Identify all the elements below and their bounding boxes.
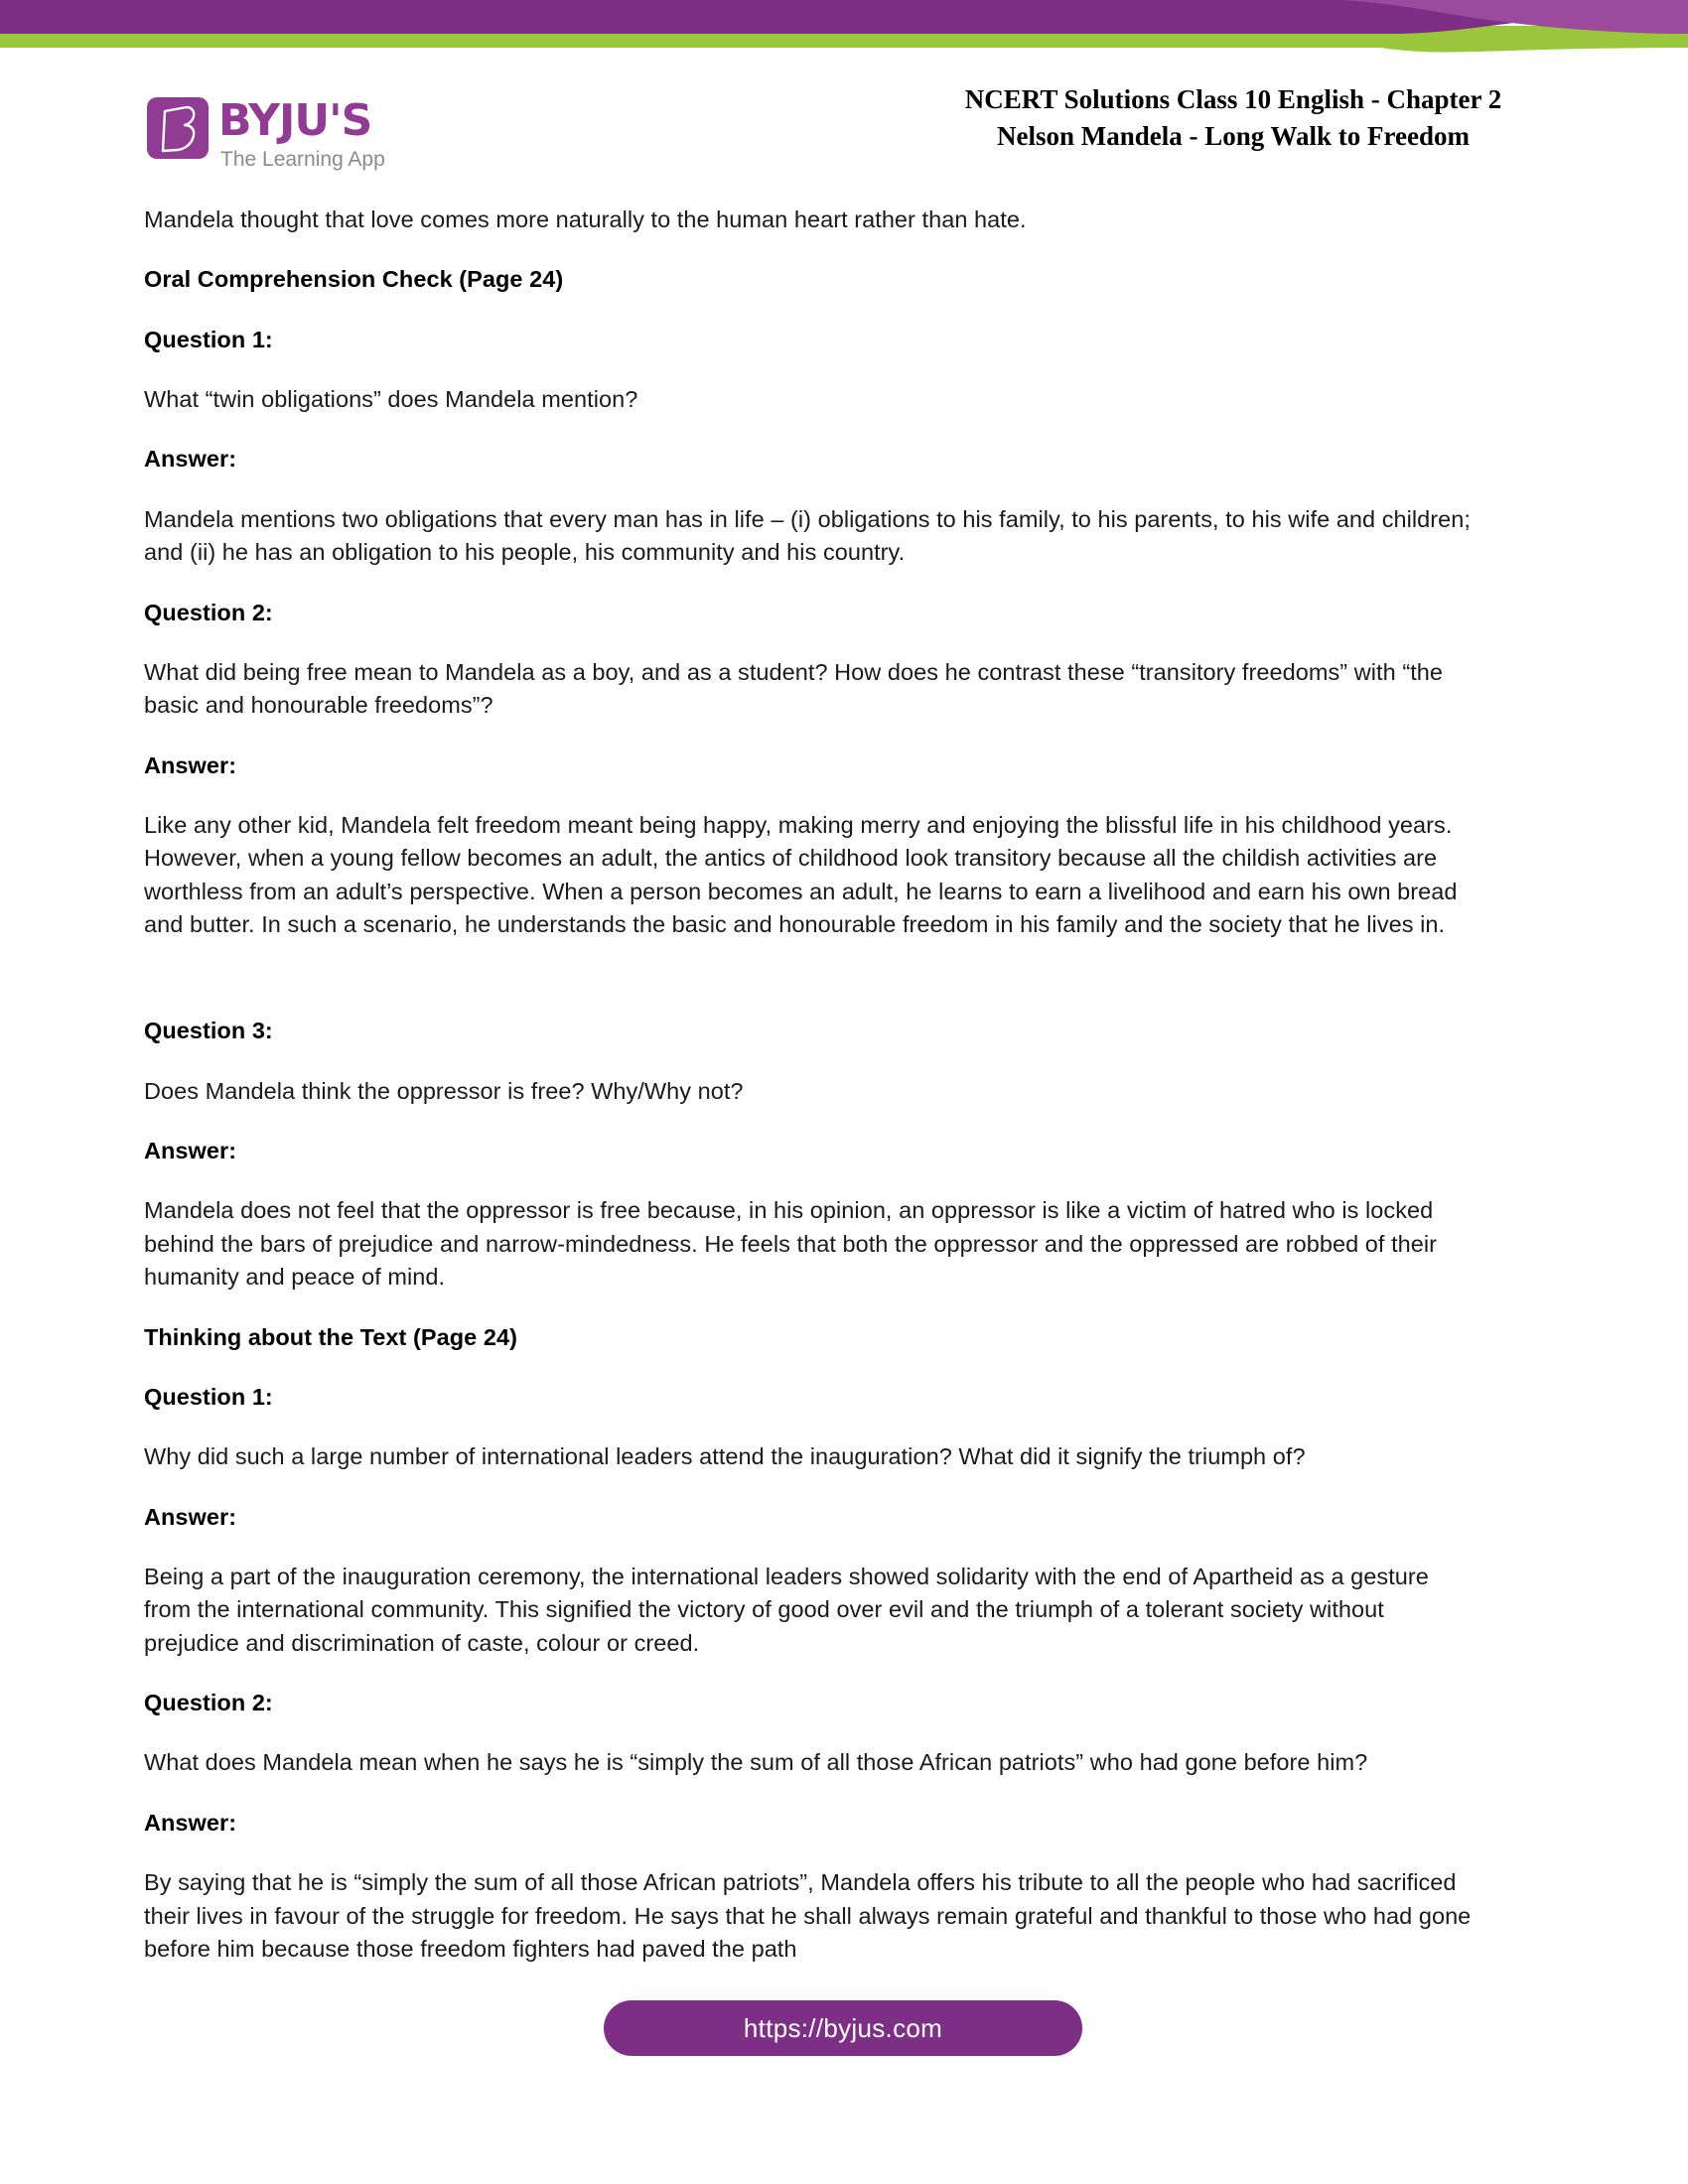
question-text-s1-q1: What “twin obligations” does Mandela mention? xyxy=(144,386,638,413)
answer-text-s1-a1: Mandela mentions two obligations that every man has in life – (i) obligations to his family, to his parents, to his wife and children; and (ii) he has an obligation to his people, his community and his country. xyxy=(144,505,1471,566)
answer-label-s1-a1: Answer: xyxy=(144,446,237,473)
question-text-s2-q2: What does Mandela mean when he says he is “simply the sum of all those African patriots” who had gone before him? xyxy=(144,1749,1368,1776)
answer-label-s2-a1: Answer: xyxy=(144,1503,237,1530)
answer-label-s1-a2: Answer: xyxy=(144,751,237,778)
question-text-s1-q2: What did being free mean to Mandela as a boy, and as a student? How does he contrast these “transitory freedoms” with “the basic and honourable freedoms”? xyxy=(144,658,1444,719)
document-content xyxy=(144,204,1539,1992)
byjus-logo xyxy=(147,97,445,187)
byjus-wordmark: BYJU'S xyxy=(218,95,372,146)
question-label-s1-q2: Question 2: xyxy=(144,599,273,625)
question-label-s1-q1: Question 1: xyxy=(144,326,273,352)
footer-url-label: https://byjus.com xyxy=(743,2012,943,2043)
section-heading-thinking-about-text: Thinking about the Text (Page 24) xyxy=(144,1323,517,1350)
question-text-s2-q1: Why did such a large number of international leaders attend the inauguration? What did it signify the triumph of? xyxy=(144,1443,1306,1470)
answer-text-s1-a2: Like any other kid, Mandela felt freedom meant being happy, making merry and enjoying the blissful life in his childhood years. However, when a young fellow becomes an adult, the antics of childhood look transitory because all the childish activities are worthless from an adult’s perspective. When a person becomes an adult, he learns to earn a livelihood and earn his own bread and butter. In such a scenario, he understands the basic and honourable freedom in his family and the society that he lives in. xyxy=(144,811,1458,938)
answer-label-s1-a3: Answer: xyxy=(144,1138,237,1164)
section-heading-oral-comprehension: Oral Comprehension Check (Page 24) xyxy=(144,266,564,293)
document-title xyxy=(856,81,1611,156)
answer-label-s2-a2: Answer: xyxy=(144,1809,237,1836)
intro-paragraph: Mandela thought that love comes more naturally to the human heart rather than hate. xyxy=(144,206,1027,232)
byjus-logo-mark xyxy=(147,97,209,159)
question-label-s2-q1: Question 1: xyxy=(144,1383,273,1410)
header-band-svg xyxy=(0,0,1688,69)
document-title-line2: Nelson Mandela - Long Walk to Freedom xyxy=(996,121,1471,152)
question-label-s2-q2: Question 2: xyxy=(144,1690,273,1716)
answer-text-s2-a2: By saying that he is “simply the sum of all those African patriots”, Mandela offers his tribute to all the people who had sacrificed their lives in favour of the struggle for freedom. He says that he shall always remain grateful and thankful to those who had gone before him because those freedom fighters had paved the path xyxy=(144,1869,1472,1962)
question-text-s1-q3: Does Mandela think the oppressor is free? Why/Why not? xyxy=(144,1077,744,1104)
header-decoration xyxy=(0,0,1688,69)
answer-text-s1-a3: Mandela does not feel that the oppressor is free because, in his opinion, an oppressor is like a victim of hatred who is locked behind the bars of prejudice and narrow-mindedness. He feels that both the oppressor and the oppressed are robbed of their humanity and peace of mind. xyxy=(144,1197,1438,1291)
answer-text-s2-a1: Being a part of the inauguration ceremony, the international leaders showed solidarity with the end of Apartheid as a gesture from the international community. This signified the victory of good over evil and the triumph of a tolerant society without prejudice and discrimination of caste, colour or creed. xyxy=(144,1563,1429,1656)
byjus-b-icon xyxy=(159,105,199,153)
question-label-s1-q3: Question 3: xyxy=(144,1018,273,1044)
byjus-tagline: The Learning App xyxy=(220,148,385,171)
document-title-line1: NCERT Solutions Class 10 English - Chapter 2 xyxy=(964,84,1502,114)
footer-url-button[interactable] xyxy=(604,2000,1082,2056)
